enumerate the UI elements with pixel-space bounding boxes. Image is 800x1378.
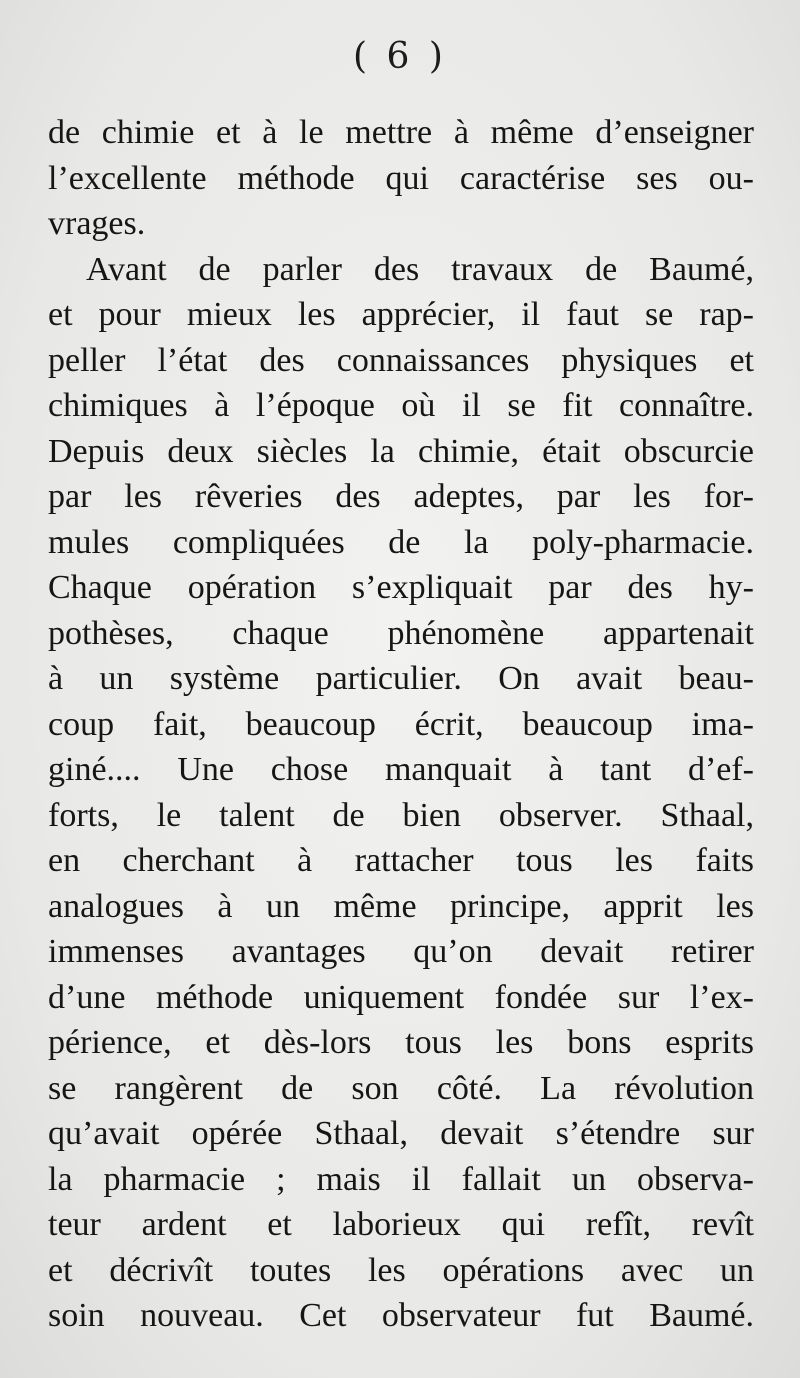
text-line: coup fait, beaucoup écrit, beaucoup ima-: [48, 705, 754, 743]
text-line: Avant de parler des travaux de Baumé,: [86, 250, 754, 288]
text-line: l’excellente méthode qui caractérise ses ou-: [48, 159, 754, 197]
text-line: Chaque opération s’expliquait par des hy-: [48, 569, 754, 606]
text-line: et pour mieux les apprécier, il faut se rap-: [48, 296, 754, 333]
text-line: giné.... Une chose manquait à tant d’ef-: [48, 751, 754, 788]
text-line: peller l’état des connaissances physiques et: [48, 341, 754, 379]
text-line: chimiques à l’époque où il se fit connaître.: [48, 387, 754, 424]
text-line: qu’avait opérée Sthaal, devait s’étendre sur: [48, 1115, 754, 1152]
text-line: mules compliquées de la poly-pharmacie.: [48, 523, 754, 561]
text-line: de chimie et à le mettre à même d’enseigner: [48, 114, 754, 151]
text-line: Depuis deux siècles la chimie, était obscurcie: [48, 432, 754, 470]
text-line: à un système particulier. On avait beau-: [48, 660, 754, 697]
text-line: analogues à un même principe, apprit les: [48, 887, 754, 925]
text-line: pothèses, chaque phénomène appartenait: [48, 614, 754, 652]
text-line: périence, et dès-lors tous les bons esprits: [48, 1024, 754, 1061]
text-line: soin nouveau. Cet observateur fut Baumé.: [48, 1297, 754, 1334]
text-line: vrages.: [48, 205, 146, 242]
text-line: et décrivît toutes les opérations avec un: [48, 1251, 754, 1289]
text-line: teur ardent et laborieux qui refît, revît: [48, 1206, 754, 1243]
page-number: ( 6 ): [353, 36, 447, 77]
text-line: en cherchant à rattacher tous les faits: [48, 842, 754, 879]
text-line: forts, le talent de bien observer. Sthaal,: [48, 796, 754, 834]
text-line: la pharmacie ; mais il fallait un observa-: [48, 1160, 754, 1198]
text-line: d’une méthode uniquement fondée sur l’ex-: [48, 978, 754, 1016]
body-text: [48, 110, 754, 1339]
text-line: par les rêveries des adeptes, par les for-: [48, 478, 754, 515]
text-line: se rangèrent de son côté. La révolution: [48, 1069, 754, 1107]
text-line: immenses avantages qu’on devait retirer: [48, 933, 754, 970]
